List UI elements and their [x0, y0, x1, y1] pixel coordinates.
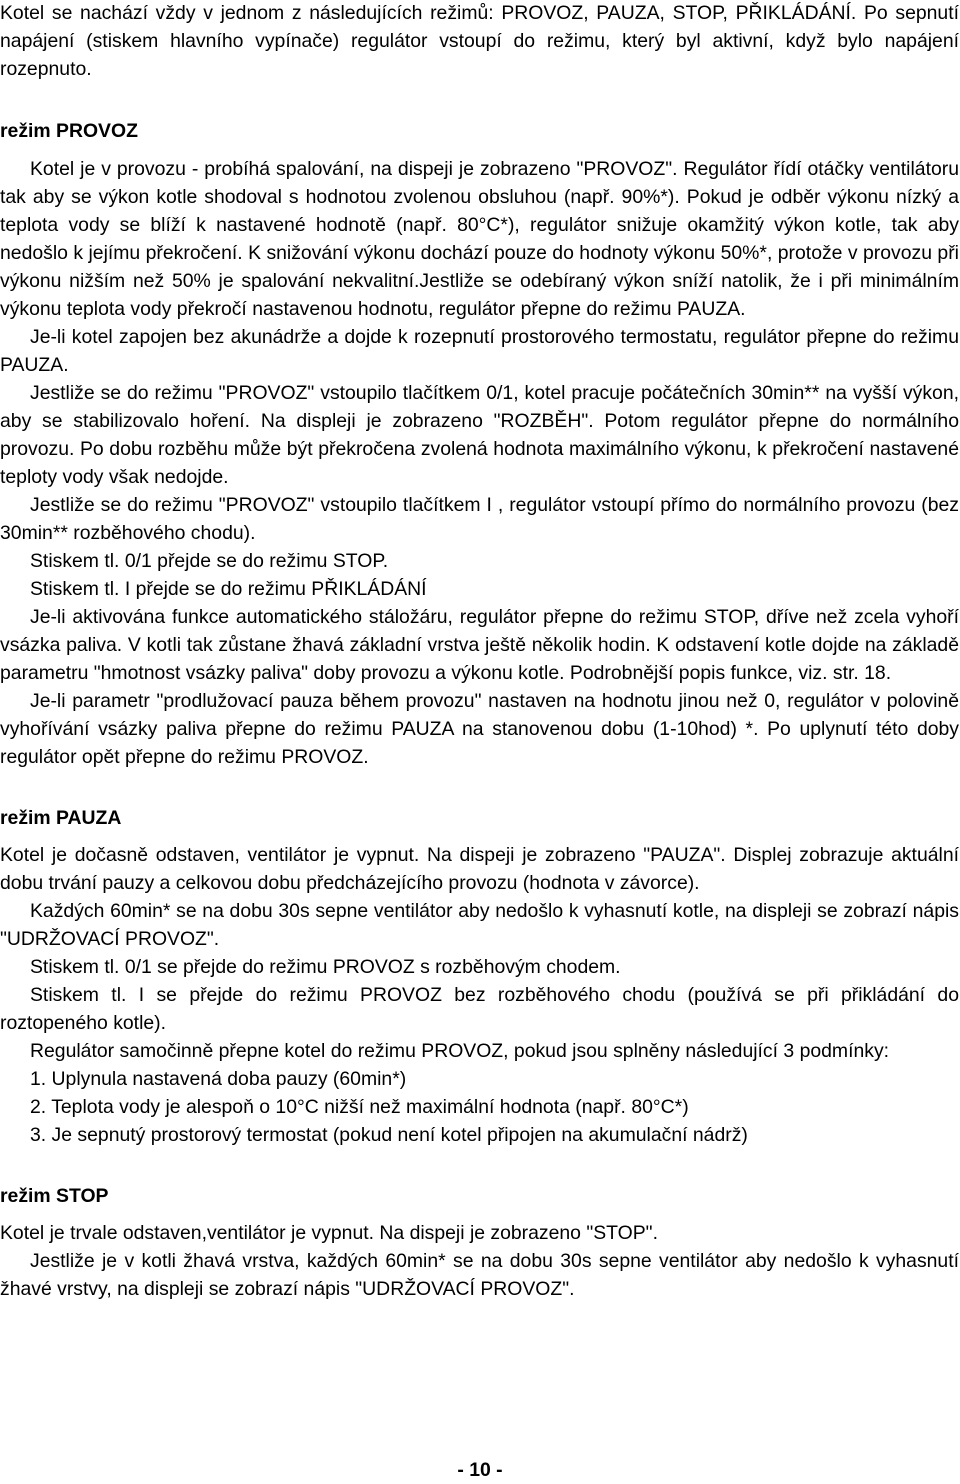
pauza-paragraph: Stiskem tl. I se přejde do režimu PROVOZ bez rozběhového chodu (používá se při přikládání do roztopeného kotle). [0, 984, 959, 1034]
provoz-paragraph: Je-li kotel zapojen bez akunádrže a dojde k rozepnutí prostorového termostatu, regulátor přepne do režimu PAUZA. [0, 326, 959, 376]
page-number: - 10 - [457, 1459, 503, 1481]
provoz-paragraph: Je-li parametr "prodlužovací pauza během provozu" nastaven na hodnotu jinou než 0, regulátor v polovině vyhořívání vsázky paliva přepne do režimu PAUZA na stanovenou dobu (1-10hod) *. Po uplynutí této doby regulátor opět přepne do režimu PROVOZ. [0, 690, 959, 768]
stop-paragraph: Kotel je trvale odstaven,ventilátor je vypnut. Na dispeji je zobrazeno "STOP". [0, 1222, 658, 1244]
provoz-paragraph: Stiskem tl. 0/1 přejde se do režimu STOP. [30, 550, 389, 572]
provoz-paragraph: Jestliže se do režimu "PROVOZ" vstoupilo tlačítkem 0/1, kotel pracuje počátečních 30min** na vyšší výkon, aby se stabilizovalo hoření. Na displeji je zobrazeno "ROZBĚH". Potom regulátor přepne do normálního provozu. Po dobu rozběhu může být překročena zvolená hodnota maximálního výkonu, k překročení nastavené teploty vody však nedojde. [0, 382, 959, 488]
condition-item: 3. Je sepnutý prostorový termostat (pokud není kotel připojen na akumulační nádrž) [30, 1124, 748, 1146]
condition-item: 2. Teplota vody je alespoň o 10°C nižší než maximální hodnota (např. 80°C*) [30, 1096, 689, 1118]
intro-paragraph: Kotel se nachází vždy v jednom z následujících režimů: PROVOZ, PAUZA, STOP, PŘIKLÁDÁNÍ. Po sepnutí napájení (stiskem hlavního vypínače) regulátor vstoupí do režimu, který byl aktivní, když bylo napájení rozepnuto. [0, 2, 959, 80]
provoz-paragraph: Je-li aktivována funkce automatického stáložáru, regulátor přepne do režimu STOP, dříve než zcela vyhoří vsázka paliva. V kotli tak zůstane žhavá základní vrstva ještě několik hodin. K odstavení kotle dojde na základě parametru "hmotnost vsázky paliva" doby provozu a výkonu kotle. Podrobnější popis funkce, viz. str. 18. [0, 606, 959, 684]
pauza-paragraph: Každých 60min* se na dobu 30s sepne ventilátor aby nedošlo k vyhasnutí kotle, na displeji se zobrazí nápis "UDRŽOVACÍ PROVOZ". [0, 900, 959, 950]
pauza-paragraph: Kotel je dočasně odstaven, ventilátor je vypnut. Na dispeji je zobrazeno "PAUZA". Displej zobrazuje aktuální dobu trvání pauzy a celkovou dobu předcházejícího provozu (hodnota v závorce). [0, 844, 959, 894]
pauza-paragraph: Regulátor samočinně přepne kotel do režimu PROVOZ, pokud jsou splněny následující 3 podmínky: [30, 1040, 890, 1062]
heading-provoz: režim PROVOZ [0, 120, 138, 142]
provoz-paragraph: Kotel je v provozu - probíhá spalování, na dispeji je zobrazeno "PROVOZ". Regulátor řídí otáčky ventilátoru tak aby se výkon kotle shodoval s hodnotou zvolenou obsluhou (např. 90%*). Pokud je odběr výkonu nízký a teplota vody se blíží k nastavené hodnotě (např. 80°C*), regulátor snižuje okamžitý výkon kotle, tak aby nedošlo k jejímu překročení. K snižování výkonu dochází pouze do hodnoty výkonu 50%*, protože v provozu při výkonu nižším než 50% je spalování nekvalitní.Jestliže se odebíraný výkon sníží natolik, že i při minimálním výkonu teplota vody překročí nastavenou hodnotu, regulátor přepne do režimu PAUZA. [0, 158, 959, 320]
condition-item: 1. Uplynula nastavená doba pauzy (60min*) [30, 1068, 407, 1090]
heading-pauza: režim PAUZA [0, 807, 122, 829]
provoz-paragraph: Stiskem tl. I přejde se do režimu PŘIKLÁDÁNÍ [30, 578, 427, 600]
stop-paragraph: Jestliže je v kotli žhavá vrstva, každých 60min* se na dobu 30s sepne ventilátor aby nedošlo k vyhasnutí žhavé vrstvy, na displeji se zobrazí nápis "UDRŽOVACÍ PROVOZ". [0, 1250, 959, 1300]
heading-stop: režim STOP [0, 1185, 109, 1207]
provoz-paragraph: Jestliže se do režimu "PROVOZ" vstoupilo tlačítkem I , regulátor vstoupí přímo do normálního provozu (bez 30min** rozběhového chodu). [0, 494, 959, 544]
pauza-paragraph: Stiskem tl. 0/1 se přejde do režimu PROVOZ s rozběhovým chodem. [30, 956, 621, 978]
